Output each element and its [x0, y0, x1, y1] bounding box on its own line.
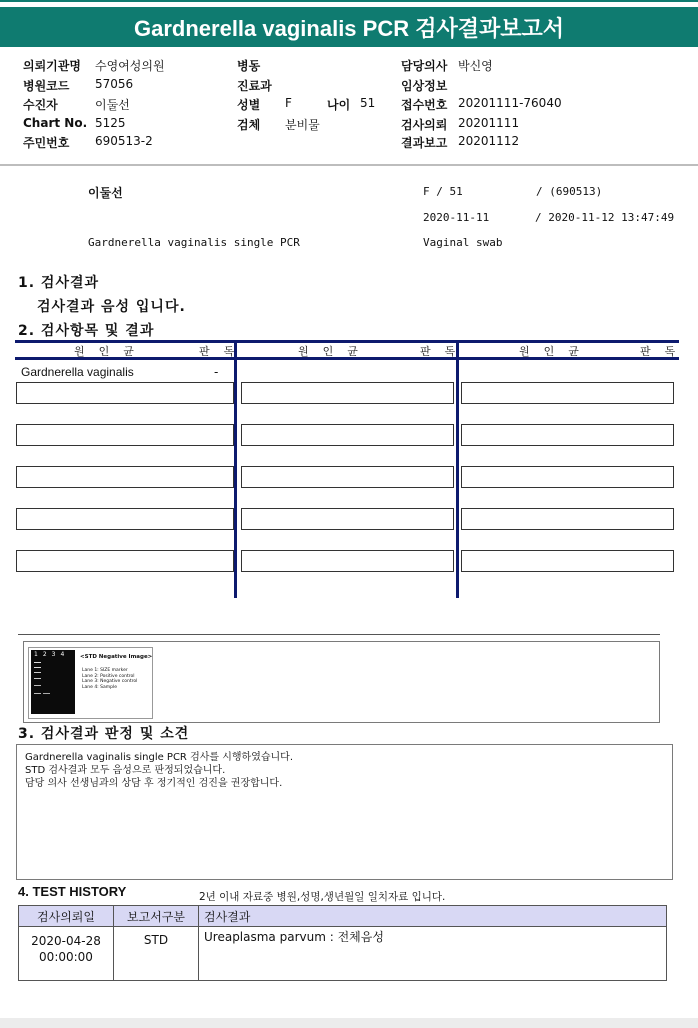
- header-label: 진료과: [237, 79, 272, 93]
- history-time: 00:00:00: [39, 950, 93, 964]
- col-header-pathogen: 원인균: [74, 345, 148, 358]
- patient-sex-age: F / 51: [423, 185, 463, 198]
- gel-legend: [82, 668, 137, 690]
- header-divider: [0, 164, 698, 166]
- header-label: 접수번호: [401, 98, 448, 112]
- result-cell: [461, 424, 674, 446]
- section3-heading: 3. 검사결과 판정 및 소견: [18, 726, 190, 742]
- header-item: [237, 116, 320, 133]
- header-item: [237, 96, 292, 113]
- result-cell: [241, 466, 454, 488]
- header-value: 20201111-76040: [458, 96, 562, 110]
- header-item: [23, 134, 153, 151]
- comment-box: [16, 744, 673, 880]
- header-item: [237, 57, 260, 74]
- marker-band: [34, 667, 41, 668]
- result-summary: 검사결과 음성 입니다.: [37, 299, 186, 315]
- lane-number: 2: [42, 651, 52, 658]
- result-cell: [241, 550, 454, 572]
- header-label: 주민번호: [23, 136, 70, 150]
- patient-name: 이둘선: [88, 186, 123, 200]
- header-value: 박신영: [458, 59, 493, 73]
- gel-image-title: <STD Negative Image>: [80, 654, 153, 660]
- gel-image-panel: [23, 641, 660, 723]
- header-label: 결과보고: [401, 136, 448, 150]
- result-cell: [461, 508, 674, 530]
- comment-line: Gardnerella vaginalis single PCR 검사를 시행하였습니다.: [25, 752, 294, 763]
- history-header-row: [19, 906, 667, 927]
- marker-band: [34, 678, 41, 679]
- report-title: Gardnerella vaginalis PCR 검사결과보고서: [0, 7, 698, 47]
- col-header-judgement: 판독: [640, 345, 690, 358]
- header-label: 병원코드: [23, 79, 70, 93]
- header-item: [401, 116, 520, 133]
- comment-line: 담당 의사 선생님과의 상담 후 정기적인 검진을 권장합니다.: [25, 778, 283, 789]
- section4-heading: 4. TEST HISTORY: [18, 884, 127, 899]
- result-cell: [241, 382, 454, 404]
- result-cell: [241, 424, 454, 446]
- header-value: F: [285, 96, 292, 110]
- pathogen-name: Gardnerella vaginalis: [21, 365, 134, 379]
- header-label: 성별: [237, 98, 261, 112]
- test-name: Gardnerella vaginalis single PCR: [88, 236, 300, 249]
- date-reported: / 2020-11-12 13:47:49: [535, 211, 675, 224]
- header-value: 690513-2: [95, 134, 153, 148]
- gel-image: [28, 647, 153, 719]
- patient-id: / (690513): [536, 185, 603, 198]
- header-value: 20201111: [458, 116, 520, 130]
- history-note: 2년 이내 자료중 병원,성명,생년월일 일치자료 입니다.: [199, 891, 446, 903]
- lane-number: 4: [60, 651, 70, 658]
- comment-line: STD 검사결과 모두 음성으로 판정되었습니다.: [25, 765, 226, 776]
- header-label: 수진자: [23, 98, 58, 112]
- header-label: 의뢰기관명: [23, 59, 81, 73]
- lane-number: 3: [51, 651, 61, 658]
- result-cell: [461, 466, 674, 488]
- result-cell: [241, 508, 454, 530]
- header-value: 57056: [95, 77, 134, 91]
- header-label: 임상정보: [401, 79, 448, 93]
- header-label: 병동: [237, 59, 261, 73]
- history-date: 2020-04-28: [31, 934, 101, 948]
- header-label: 나이: [327, 98, 351, 112]
- lane-number: 1: [34, 651, 43, 658]
- header-value: 분비물: [285, 118, 320, 132]
- image-top-rule: [18, 634, 660, 635]
- header-value: 5125: [95, 116, 126, 130]
- col-header-pathogen: 원인균: [298, 345, 372, 358]
- header-item: [23, 77, 134, 94]
- col-header-pathogen: 원인균: [519, 345, 593, 358]
- header-value: 수영여성의원: [95, 59, 165, 73]
- header-item: [401, 77, 447, 94]
- lane-numbers: [34, 651, 69, 658]
- header-value: 51: [360, 96, 376, 110]
- col-header-judgement: 판독: [199, 345, 249, 358]
- header-label: Chart No.: [23, 116, 88, 130]
- specimen: Vaginal swab: [423, 236, 503, 249]
- gel-legend-item: Lane 2: Positive control: [82, 673, 135, 679]
- history-col-result: 검사결과: [199, 906, 667, 927]
- header-item: [23, 96, 130, 113]
- history-date-cell: [19, 927, 114, 981]
- grid-divider: [456, 340, 459, 598]
- control-band: [43, 693, 50, 694]
- grid-divider: [234, 340, 237, 598]
- marker-band: [34, 693, 41, 694]
- pathogen-result: -: [214, 365, 219, 379]
- history-result: Ureaplasma parvum : 전체음성: [199, 927, 667, 981]
- result-cell: [16, 382, 234, 404]
- gel-legend-item: Lane 1: SIZE marker: [82, 668, 128, 673]
- history-col-date: 검사의뢰일: [19, 906, 114, 927]
- gel-photo: [31, 650, 75, 714]
- header-value: 20201112: [458, 134, 520, 148]
- gel-legend-item: Lane 3: Negative control: [82, 679, 138, 684]
- top-accent-line: [0, 0, 698, 2]
- result-cell: [16, 550, 234, 572]
- history-type: STD: [114, 927, 199, 981]
- section2-heading: 2. 검사항목 및 결과: [18, 323, 155, 339]
- header-item: [401, 134, 520, 151]
- header-label: 검사의뢰: [401, 118, 448, 132]
- header-label: 검체: [237, 118, 261, 132]
- page-footer-bar: [0, 1018, 698, 1028]
- header-item: [401, 96, 562, 113]
- result-cell: [461, 382, 674, 404]
- header-item: [23, 57, 165, 74]
- marker-band: [34, 662, 41, 663]
- result-cell: [461, 550, 674, 572]
- history-col-type: 보고서구분: [114, 906, 199, 927]
- marker-band: [34, 685, 41, 686]
- date-received: 2020-11-11: [423, 211, 490, 224]
- col-header-judgement: 판독: [420, 345, 470, 358]
- result-cell: [16, 508, 234, 530]
- header-item: [327, 96, 376, 113]
- section1-heading: 1. 검사결과: [18, 275, 100, 291]
- result-cell: [16, 424, 234, 446]
- header-value: 이둘선: [95, 98, 130, 112]
- header-item: [237, 77, 272, 94]
- marker-band: [34, 672, 41, 673]
- history-table: [18, 905, 667, 981]
- header-label: 담당의사: [401, 59, 448, 73]
- table-row: [19, 927, 667, 981]
- header-item: [23, 116, 126, 130]
- result-cell: [16, 466, 234, 488]
- header-item: [401, 57, 493, 74]
- gel-legend-item: Lane 4: Sample: [82, 684, 117, 690]
